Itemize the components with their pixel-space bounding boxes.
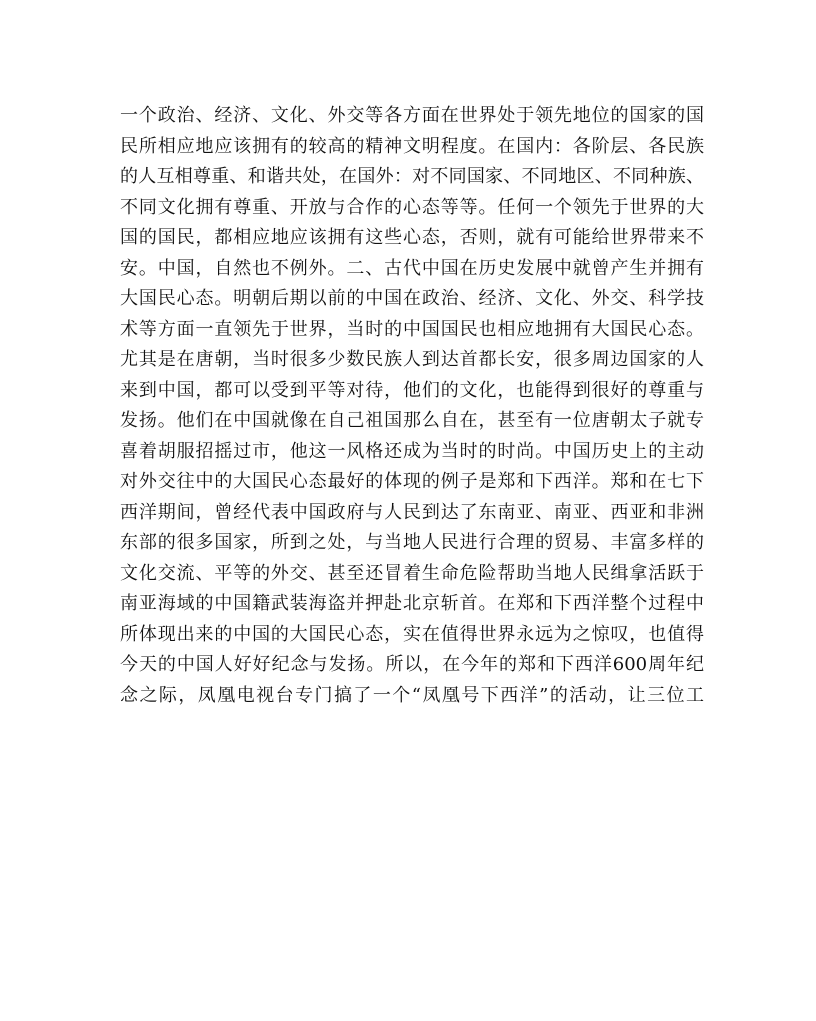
text-line: 南亚海域的中国籍武装海盗并押赴北京斩首。在郑和下西洋整个过程中 — [120, 593, 704, 614]
text-line: 东部的很多国家，所到之处，与当地人民进行合理的贸易、丰富多样的 — [120, 532, 704, 553]
text-line: 发扬。他们在中国就像在自己祖国那么自在，甚至有一位唐朝太子就专 — [120, 410, 704, 431]
text-line: 术等方面一直领先于世界，当时的中国国民也相应地拥有大国民心态。 — [120, 318, 704, 340]
text-line: 安。中国，自然也不例外。二、古代中国在历史发展中就曾产生并拥有 — [120, 257, 704, 279]
text-line: 文化交流、平等的外交、甚至还冒着生命危险帮助当地人民缉拿活跃于 — [120, 562, 704, 584]
text-line: 国的国民，都相应地应该拥有这些心态，否则，就有可能给世界带来不 — [120, 227, 704, 248]
text-line: 尤其是在唐朝，当时很多少数民族人到达首都长安，很多周边国家的人 — [120, 349, 704, 370]
text-line: 念之际，凤凰电视台专门搞了一个“凤凰号下西洋”的活动，让三位工 — [120, 684, 704, 706]
text-line: 大国民心态。明朝后期以前的中国在政治、经济、文化、外交、科学技 — [120, 288, 704, 309]
document-body-text — [120, 101, 704, 711]
text-line: 的人互相尊重、和谐共处，在国外：对不同国家、不同地区、不同种族、 — [120, 166, 704, 187]
text-line: 喜着胡服招摇过市，他这一风格还成为当时的时尚。中国历史上的主动 — [120, 440, 704, 462]
text-line: 西洋期间，曾经代表中国政府与人民到达了东南亚、南亚、西亚和非洲 — [120, 501, 704, 523]
text-line: 民所相应地应该拥有的较高的精神文明程度。在国内：各阶层、各民族 — [120, 135, 704, 157]
text-line: 所体现出来的中国的大国民心态，实在值得世界永远为之惊叹，也值得 — [120, 623, 704, 645]
text-line: 今天的中国人好好纪念与发扬。所以，在今年的郑和下西洋600周年纪 — [120, 654, 704, 675]
text-line: 不同文化拥有尊重、开放与合作的心态等等。任何一个领先于世界的大 — [120, 196, 704, 218]
text-line: 对外交往中的大国民心态最好的体现的例子是郑和下西洋。郑和在七下 — [120, 471, 704, 492]
text-line: 一个政治、经济、文化、外交等各方面在世界处于领先地位的国家的国 — [120, 105, 704, 126]
text-line: 来到中国，都可以受到平等对待，他们的文化，也能得到很好的尊重与 — [120, 379, 704, 401]
